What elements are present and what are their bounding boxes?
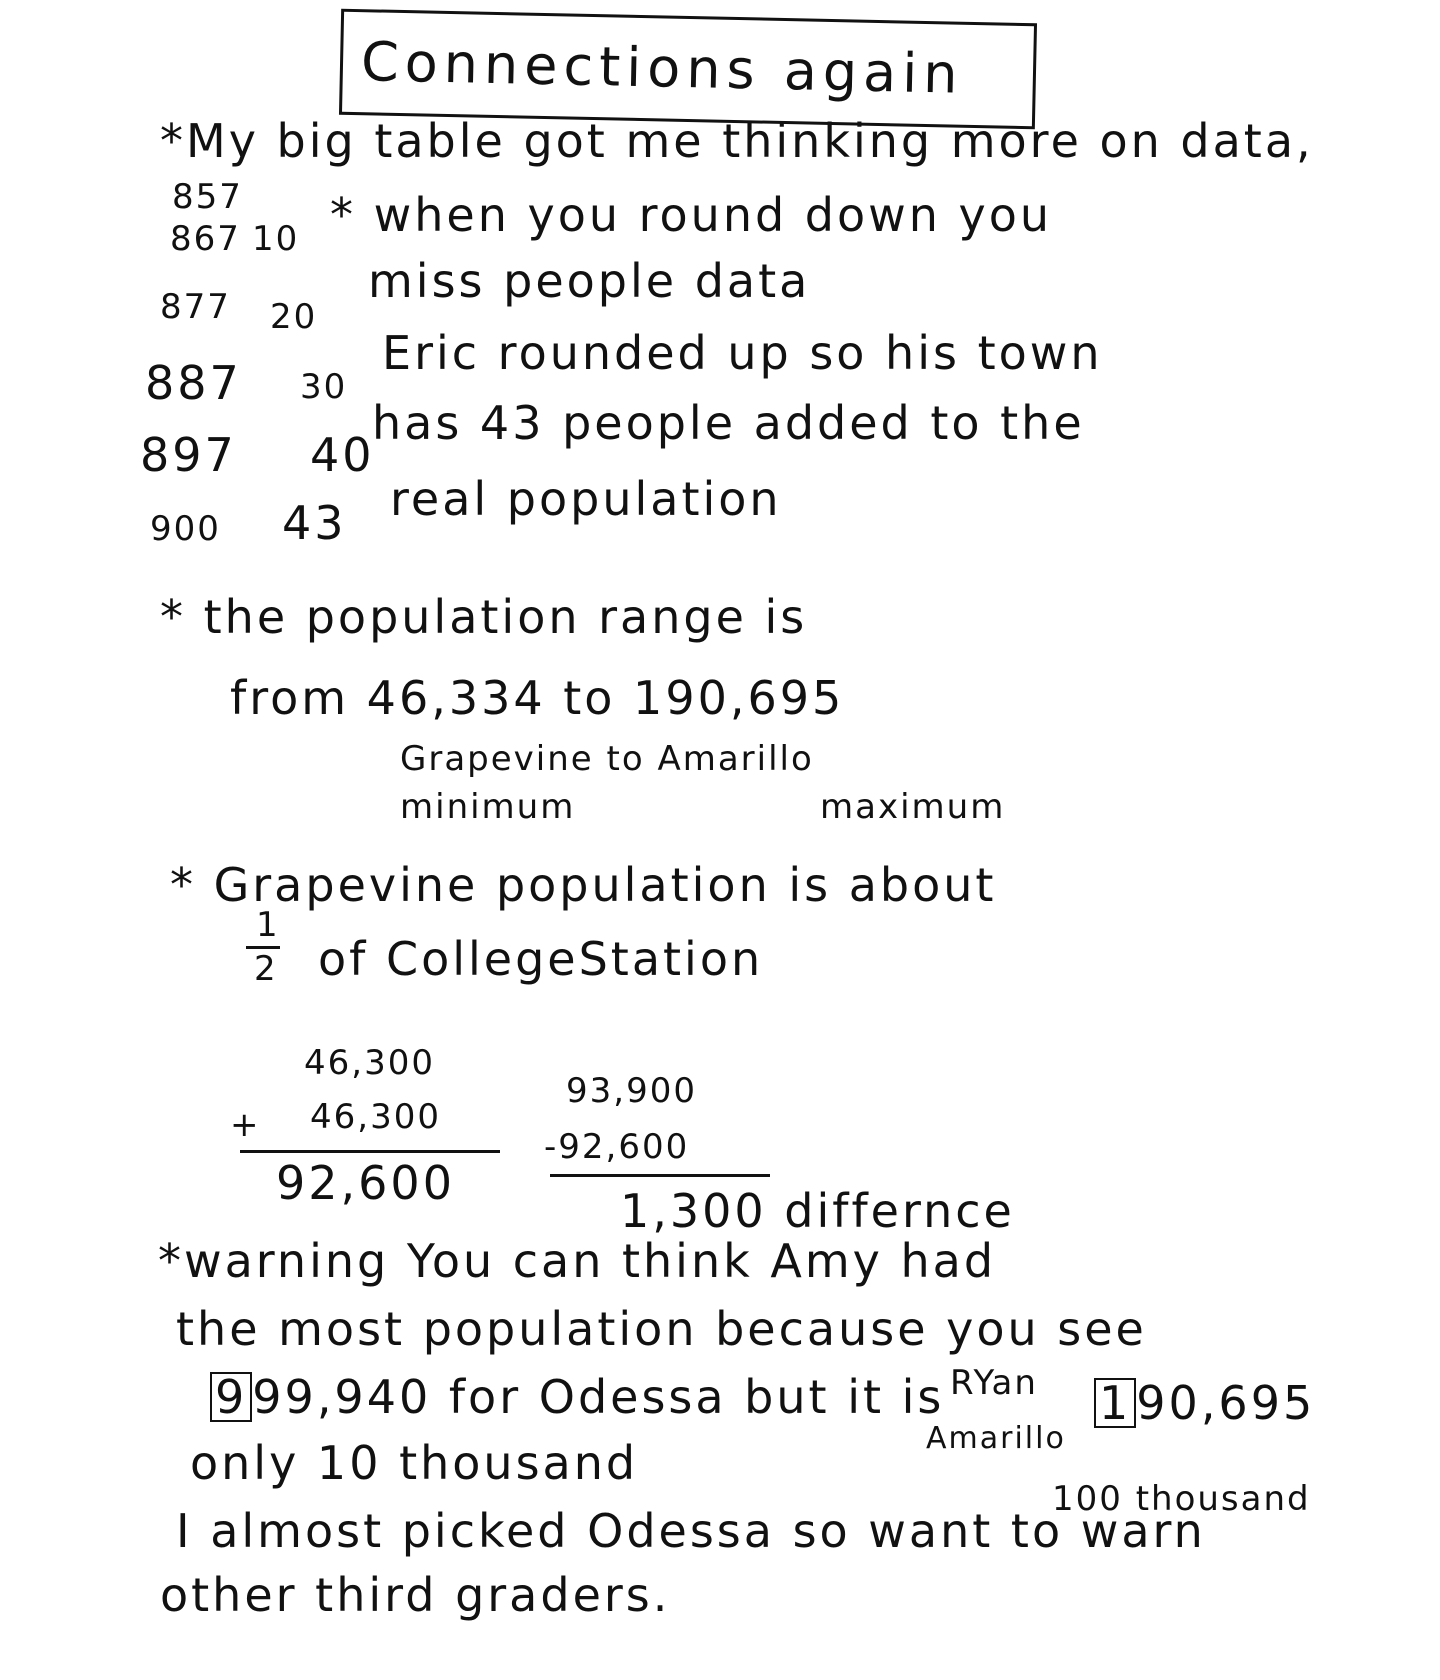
count-40: 40 [310, 428, 375, 482]
fraction-numerator: 1 [256, 905, 280, 945]
page-title: Connections again [360, 30, 965, 106]
note-line-15-text: 99,940 for Odessa but it is [252, 1370, 945, 1424]
note-line-16: only 10 thousand [190, 1436, 639, 1490]
note-line-7: * the population range is [160, 590, 808, 644]
fraction-denominator: 2 [254, 949, 278, 989]
count-20: 20 [270, 297, 318, 337]
subtraction-bottom: -92,600 [544, 1127, 690, 1167]
count-867: 867 [170, 219, 241, 259]
ryan-label: RYan [950, 1363, 1038, 1403]
subtraction-result: 1,300 differnce [620, 1184, 1015, 1238]
note-line-4: Eric rounded up so his town [382, 326, 1103, 380]
count-877: 877 [160, 287, 231, 327]
note-line-9: Grapevine to Amarillo [400, 739, 814, 779]
count-30: 30 [300, 367, 348, 407]
count-897: 897 [140, 428, 237, 482]
note-line-17: I almost picked Odessa so want to warn [176, 1504, 1206, 1558]
note-line-14: the most population because you see [176, 1302, 1147, 1356]
amarillo-population-rest: 90,695 [1136, 1376, 1316, 1430]
addition-top: 46,300 [304, 1043, 435, 1083]
amarillo-boxed-digit: 1 [1094, 1378, 1136, 1428]
note-line-5: has 43 people added to the [372, 396, 1085, 450]
note-line-18: other third graders. [160, 1568, 671, 1622]
count-900: 900 [150, 509, 221, 549]
subtraction-rule [550, 1174, 770, 1177]
odessa-boxed-digit: 9 [210, 1372, 252, 1422]
addition-result: 92,600 [276, 1156, 455, 1210]
title-box [339, 9, 1037, 130]
addition-rule [240, 1150, 500, 1153]
addition-plus: + [230, 1105, 261, 1145]
note-line-2: * when you round down you [330, 188, 1053, 242]
note-line-15 [210, 1372, 944, 1422]
addition-bottom: 46,300 [310, 1097, 441, 1137]
amarillo-label: Amarillo [926, 1421, 1066, 1456]
count-43: 43 [282, 496, 347, 550]
note-line-3: miss people data [368, 254, 811, 308]
count-857: 857 [172, 177, 243, 217]
note-line-13: *warning You can think Amy had [158, 1234, 997, 1288]
subtraction-top: 93,900 [566, 1071, 697, 1111]
note-line-11: * Grapevine population is about [170, 858, 997, 912]
count-10: 10 [252, 219, 300, 259]
note-line-1: *My big table got me thinking more on data, [160, 114, 1314, 168]
note-line-8: from 46,334 to 190,695 [230, 671, 845, 725]
note-line-12: of CollegeStation [318, 932, 764, 986]
label-maximum: maximum [820, 787, 1006, 827]
count-887: 887 [145, 356, 242, 410]
amarillo-population [1094, 1378, 1315, 1428]
note-line-6: real population [390, 472, 782, 526]
label-minimum: minimum [400, 787, 576, 827]
hundred-thousand-label: 100 thousand [1052, 1479, 1311, 1519]
